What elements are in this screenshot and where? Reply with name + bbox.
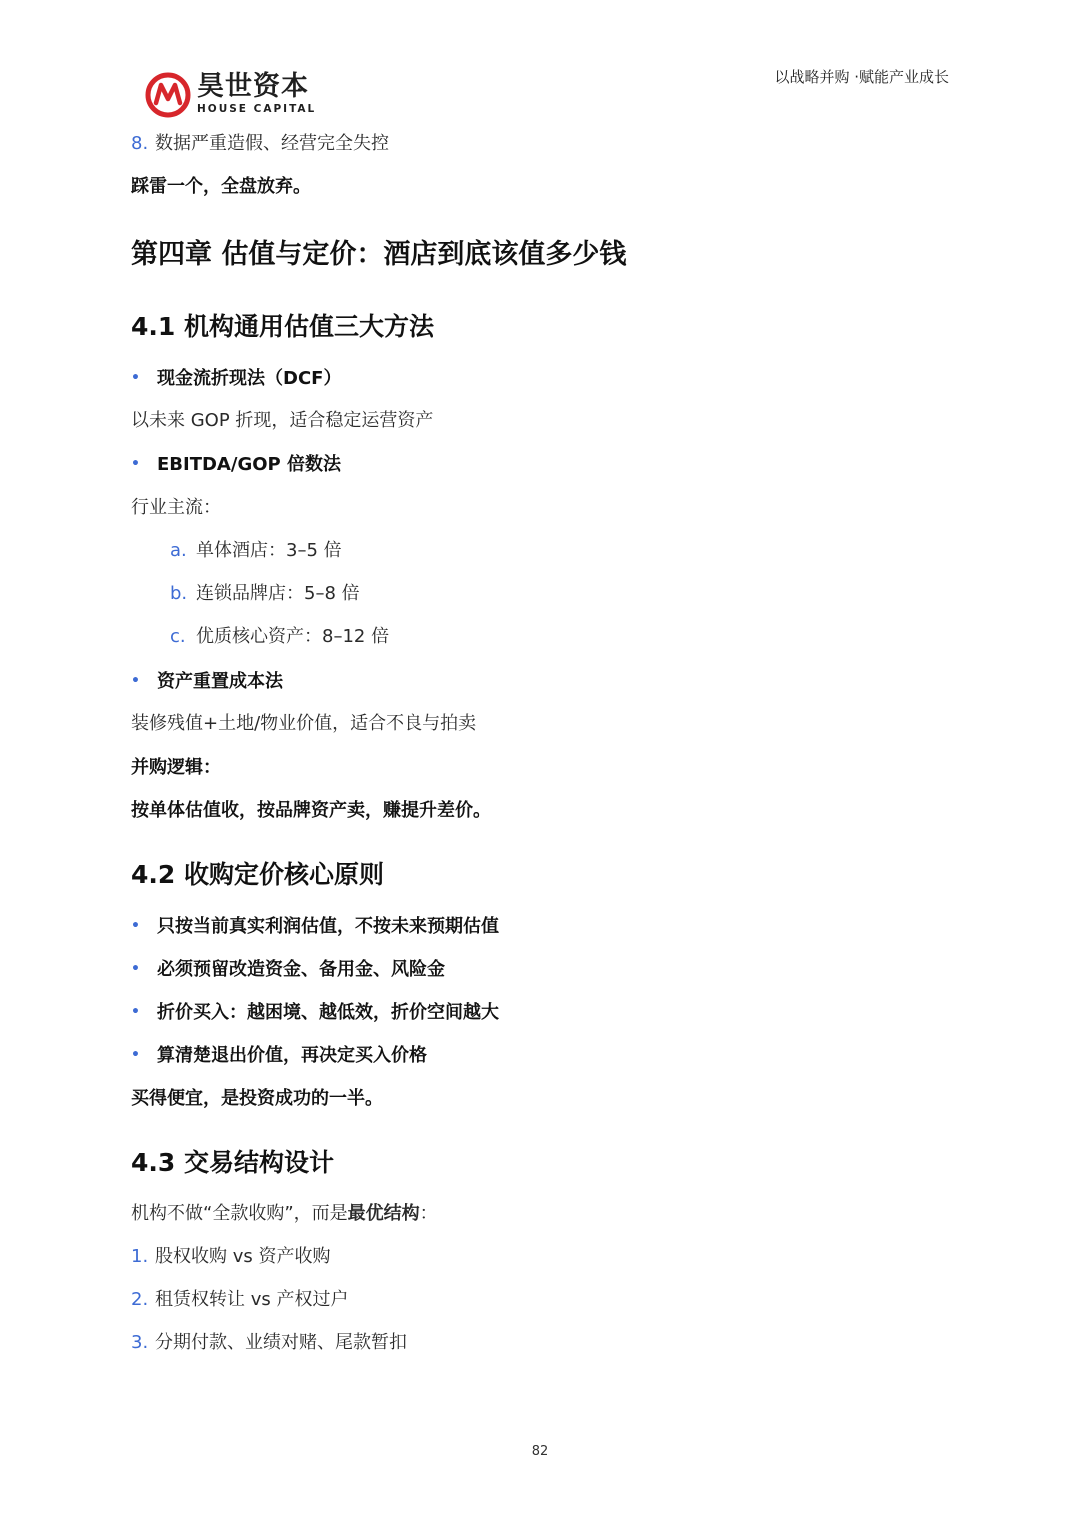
principle-text: 必须预留改造资金、备用金、风险金 [157,959,445,980]
sub-list-item [170,582,360,606]
sub-list-item [170,625,389,649]
item-number: 1. [131,1246,149,1267]
bullet-icon: • [131,456,140,472]
section-title-4-2: 4.2 收购定价核心原则 [131,860,384,889]
method-lead: 行业主流： [131,497,221,518]
house-capital-logo-icon [145,72,191,118]
sub-item-text: 连锁品牌店：5–8 倍 [196,583,360,604]
sub-item-marker: b. [170,583,188,604]
bullet-icon: • [131,370,140,386]
method-title: 资产重置成本法 [157,671,283,692]
bullet-icon: • [131,918,140,934]
method-title: 现金流折现法（DCF） [157,368,342,389]
principle-text: 折价买入：越困境、越低效，折价空间越大 [157,1002,499,1023]
page-number: 82 [531,1444,549,1459]
section-title-4-3: 4.3 交易结构设计 [131,1148,334,1177]
numbered-item [131,132,389,156]
sub-item-text: 单体酒店：3–5 倍 [196,540,342,561]
principle-item [131,914,499,939]
bullet-icon: • [131,1004,140,1020]
sub-item-marker: c. [170,626,186,647]
structure-intro [131,1202,438,1226]
structure-intro-text: 机构不做“全款收购”，而是 [131,1203,348,1224]
bullet-icon: • [131,961,140,977]
numbered-item [131,1288,348,1312]
numbered-item [131,1331,407,1355]
item-text: 数据严重造假、经营完全失控 [155,133,389,154]
method-description: 以未来 GOP 折现，适合稳定运营资产 [131,410,434,431]
logic-label: 并购逻辑： [131,757,221,778]
item-text: 股权收购 vs 资产收购 [155,1246,331,1267]
logo-text-en: HOUSE CAPITAL [197,103,317,115]
principle-item [131,1000,499,1025]
numbered-item [131,1245,330,1269]
structure-intro-end: ： [419,1203,438,1224]
item-text: 分期付款、业绩对赌、尾款暂扣 [155,1332,407,1353]
sub-item-text: 优质核心资产：8–12 倍 [196,626,390,647]
bullet-icon: • [131,1047,140,1063]
section-title-4-1: 4.1 机构通用估值三大方法 [131,312,434,341]
method-description: 装修残值+土地/物业价值，适合不良与拍卖 [131,713,477,734]
principle-item [131,957,445,982]
bullet-item [131,669,283,694]
logo-text-cn: 昊世资本 [197,71,309,102]
method-title: EBITDA/GOP 倍数法 [157,454,341,475]
chapter-title: 第四章 估值与定价：酒店到底该值多少钱 [131,239,627,270]
item-number: 2. [131,1289,149,1310]
item-number: 3. [131,1332,149,1353]
bullet-icon: • [131,673,140,689]
logic-text: 按单体估值收，按品牌资产卖，赚提升差价。 [131,800,491,821]
conclusion-text: 踩雷一个，全盘放弃。 [131,176,311,197]
principle-item [131,1043,427,1068]
principle-text: 算清楚退出价值，再决定买入价格 [157,1045,427,1066]
sub-item-marker: a. [170,540,187,561]
header-slogan: 以战略并购 ·赋能产业成长 [774,68,949,86]
company-logo [145,72,325,120]
conclusion-text: 买得便宜，是投资成功的一半。 [131,1088,383,1109]
structure-intro-bold: 最优结构 [347,1203,420,1224]
sub-list-item [170,539,342,563]
item-number: 8. [131,133,149,154]
item-text: 租赁权转让 vs 产权过户 [155,1289,349,1310]
principle-text: 只按当前真实利润估值，不按未来预期估值 [157,916,499,937]
bullet-item [131,366,341,391]
bullet-item [131,452,341,477]
